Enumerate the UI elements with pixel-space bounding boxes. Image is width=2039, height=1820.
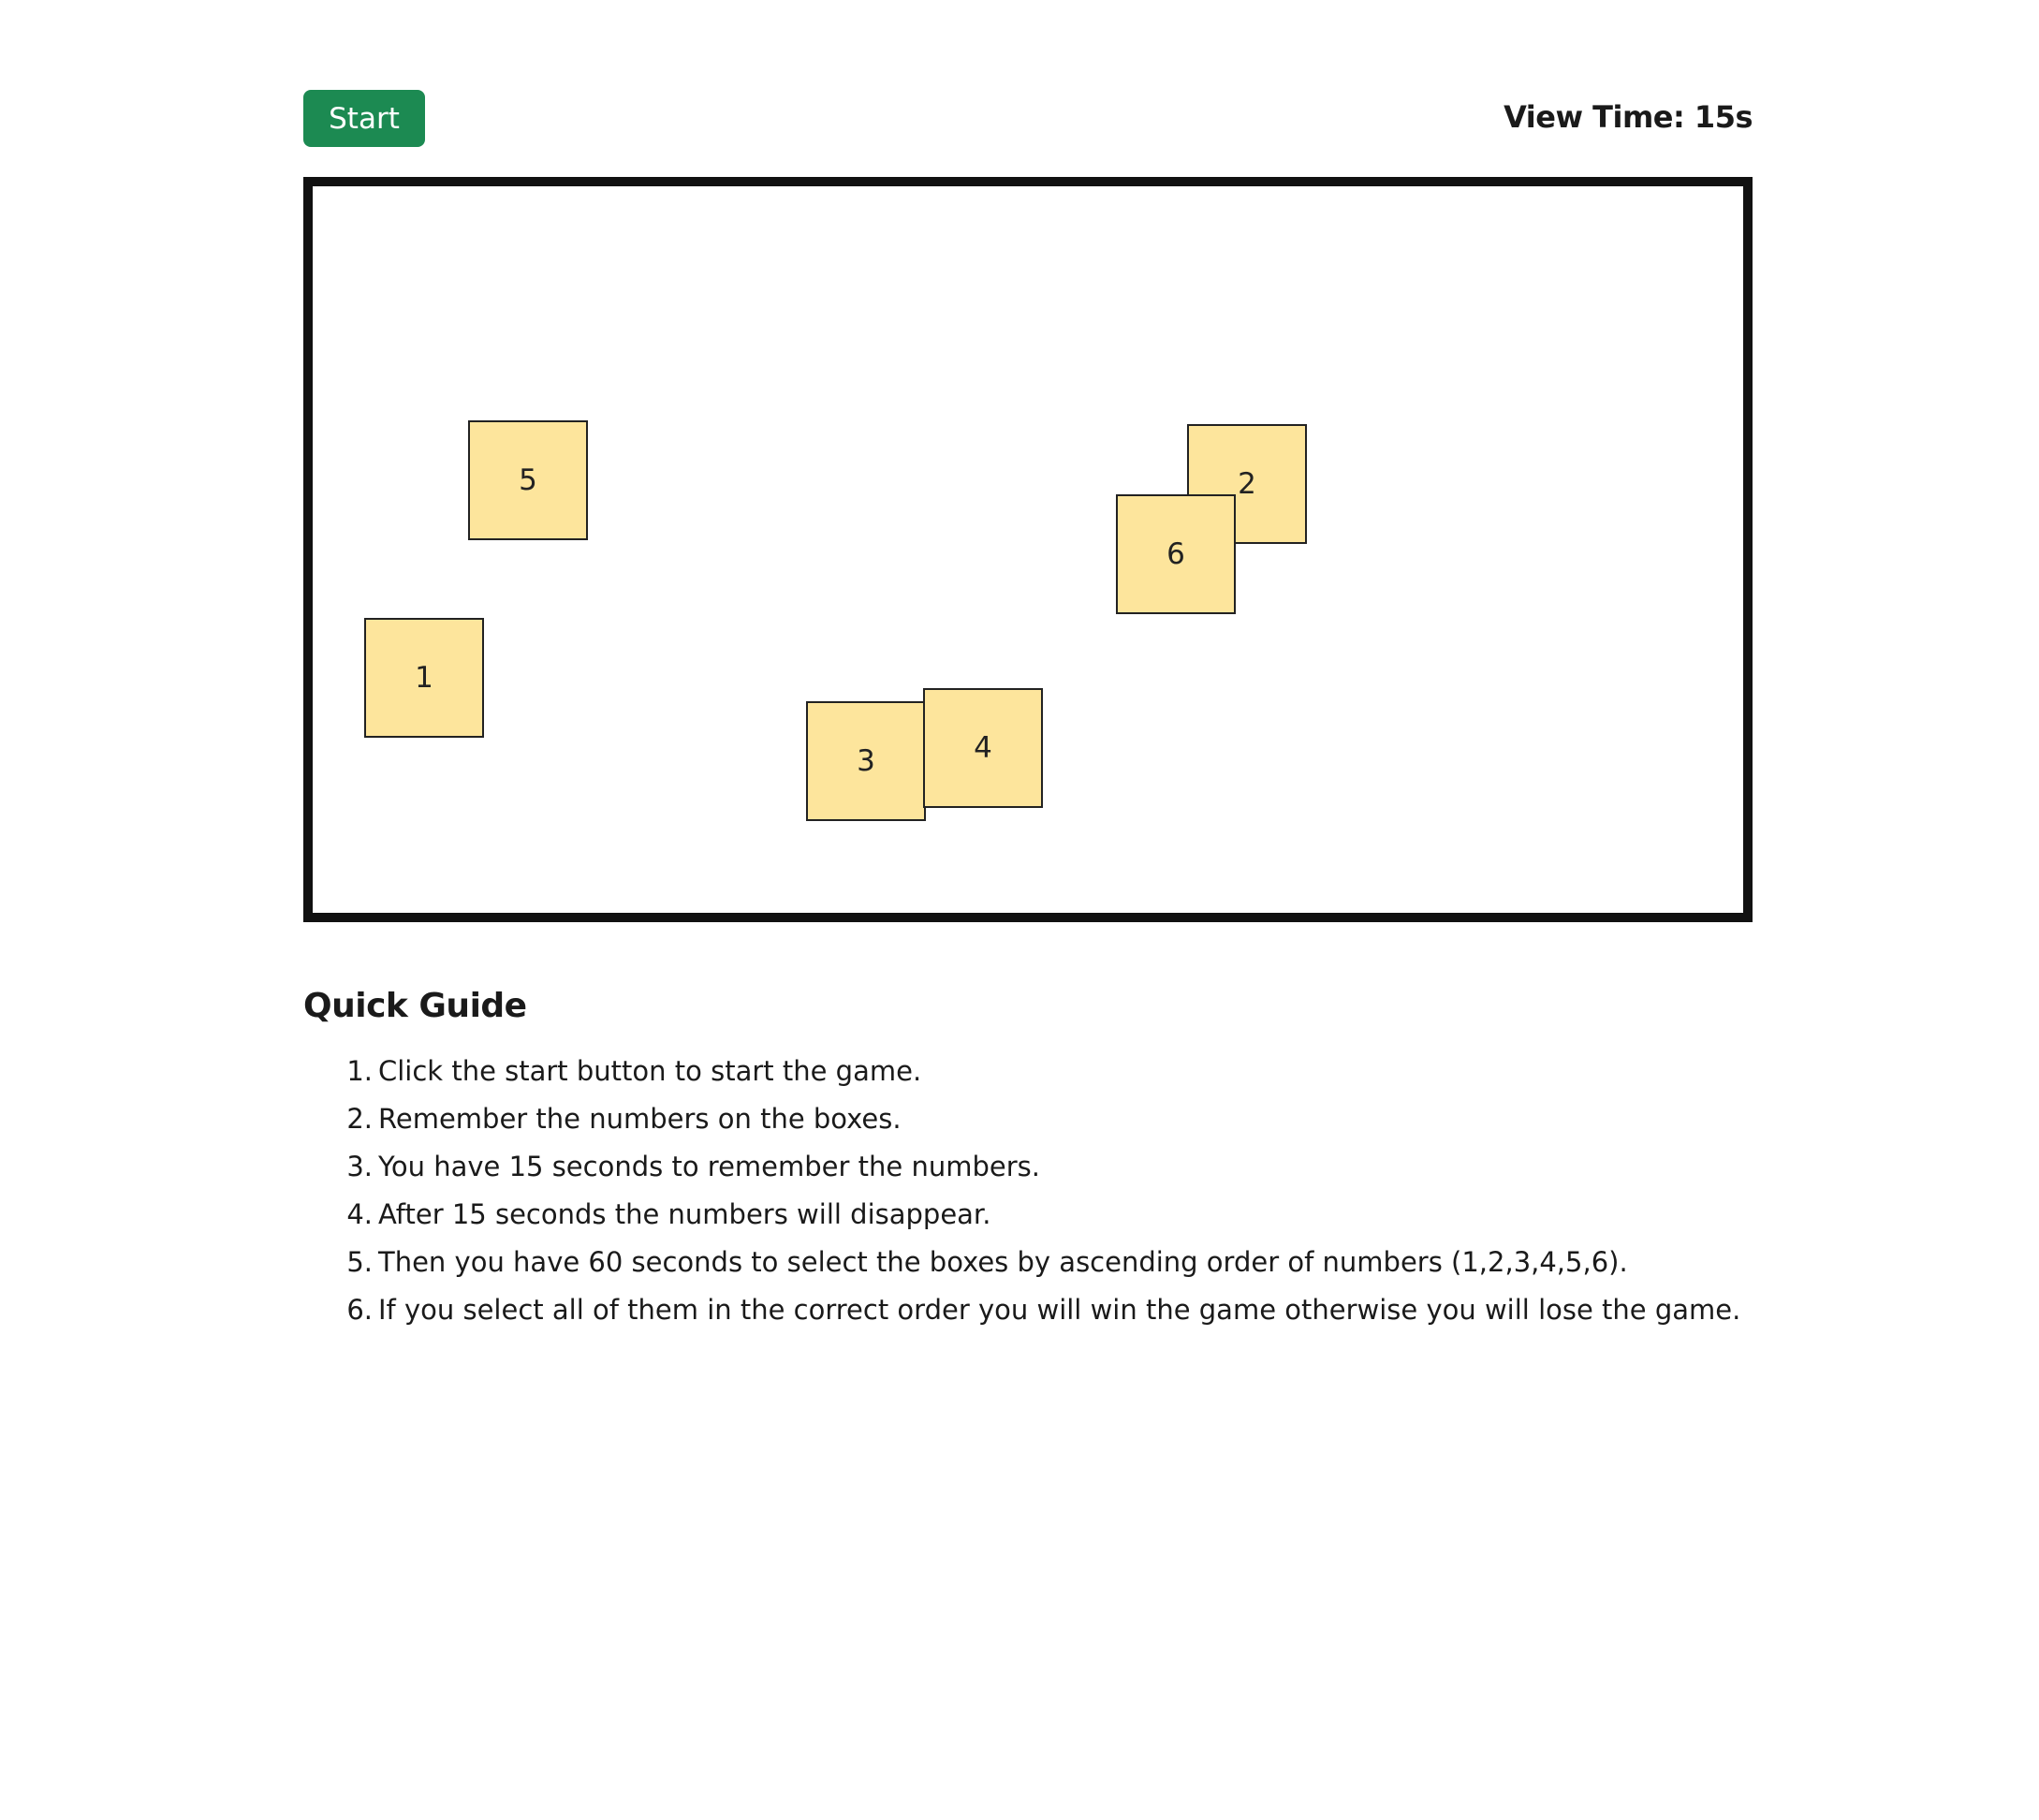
start-button[interactable]: Start — [303, 90, 425, 147]
guide-item-text: If you select all of them in the correct order you will win the game otherwise you will lose the game. — [378, 1294, 1741, 1326]
guide-item-text: Remember the numbers on the boxes. — [378, 1103, 902, 1135]
guide-item — [346, 1102, 1740, 1150]
game-board — [303, 177, 1753, 922]
guide-item-number: 5. — [346, 1246, 373, 1278]
number-box[interactable]: 3 — [806, 701, 926, 821]
guide-list — [346, 1054, 1741, 1341]
view-time-label: View Time: 15s — [1504, 99, 1753, 135]
guide-item-number: 1. — [346, 1055, 373, 1087]
guide-item — [346, 1245, 1740, 1293]
top-bar — [303, 90, 1753, 148]
number-box[interactable]: 4 — [923, 688, 1043, 808]
number-box[interactable]: 2 — [1187, 424, 1307, 544]
number-box[interactable]: 5 — [468, 420, 588, 540]
game-container — [303, 90, 1753, 1326]
guide-item-number: 2. — [346, 1103, 373, 1135]
guide-item — [346, 1197, 1740, 1245]
number-box[interactable]: 1 — [364, 618, 484, 738]
number-box[interactable]: 6 — [1116, 494, 1236, 614]
guide-item-number: 3. — [346, 1151, 373, 1182]
guide-item — [346, 1293, 1741, 1341]
guide-item-text: Click the start button to start the game. — [378, 1055, 922, 1087]
guide-title: Quick Guide — [303, 987, 527, 1025]
guide-item — [346, 1054, 1740, 1102]
guide-item-text: You have 15 seconds to remember the numbers. — [378, 1151, 1040, 1182]
guide-item-number: 4. — [346, 1198, 373, 1230]
guide-item — [346, 1150, 1740, 1197]
guide-item-text: After 15 seconds the numbers will disappear. — [378, 1198, 991, 1230]
guide-item-number: 6. — [346, 1294, 373, 1326]
guide-item-text: Then you have 60 seconds to select the boxes by ascending order of numbers (1,2,3,4,5,6). — [378, 1246, 1628, 1278]
